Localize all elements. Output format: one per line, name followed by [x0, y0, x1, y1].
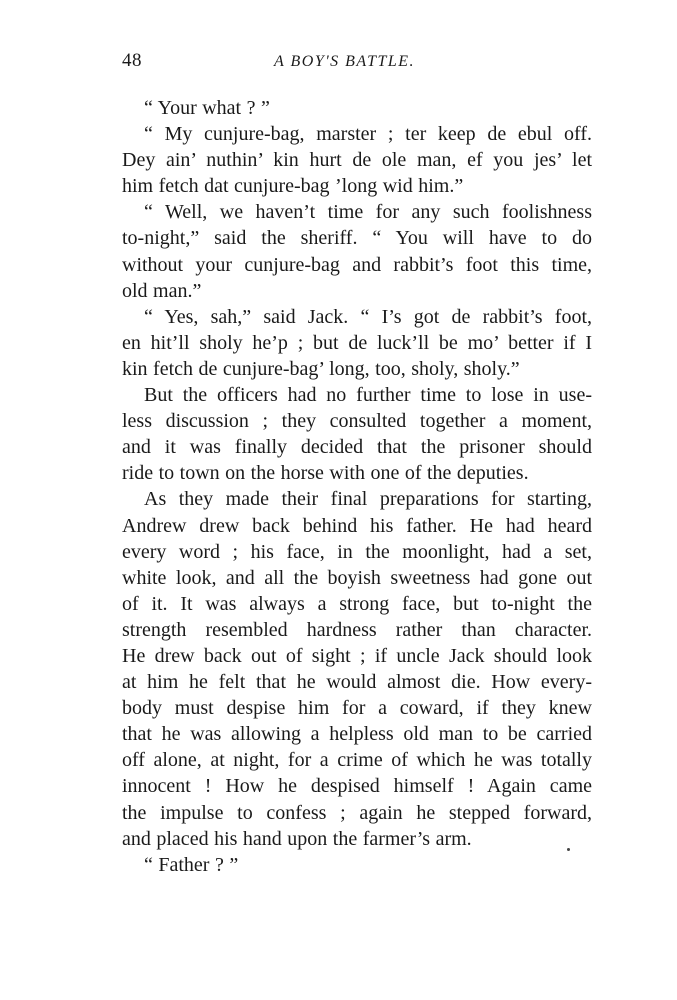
text-line: But the officers had no further time to lose in use- — [144, 384, 592, 407]
text-line: innocent ! How he despised himself ! Again came — [122, 775, 592, 798]
text-line: him fetch dat cunjure-bag ’long wid him.” — [122, 175, 464, 198]
text-line: As they made their final preparations for starting, — [144, 488, 592, 511]
text-line: every word ; his face, in the moonlight, had a set, — [122, 540, 592, 563]
paragraph — [122, 486, 592, 851]
body-text — [122, 95, 592, 878]
text-line: white look, and all the boyish sweetness had gone out — [122, 566, 592, 589]
paragraph — [122, 304, 592, 382]
paragraph — [122, 852, 592, 878]
paragraph — [122, 121, 592, 199]
text-line: the impulse to confess ; again he stepped forward, — [122, 801, 592, 824]
paragraph — [122, 382, 592, 486]
text-line: body must despise him for a coward, if they knew — [122, 697, 592, 720]
text-line: less discussion ; they consulted together a moment, — [122, 410, 592, 433]
text-line: “ Well, we haven’t time for any such foolishness — [144, 201, 592, 224]
text-line: old man.” — [122, 279, 202, 302]
text-line: without your cunjure-bag and rabbit’s foot this time, — [122, 253, 592, 276]
text-line: and placed his hand upon the farmer’s arm. — [122, 827, 472, 850]
text-line: at him he felt that he would almost die. How every- — [122, 671, 592, 694]
text-line: Andrew drew back behind his father. He had heard — [122, 514, 592, 537]
paragraph — [122, 95, 592, 121]
running-title: A BOY'S BATTLE. — [274, 53, 416, 70]
paragraph — [122, 199, 592, 303]
text-line: ride to town on the horse with one of the deputies. — [122, 462, 529, 485]
text-line: that he was allowing a helpless old man to be carried — [122, 723, 592, 746]
text-line: kin fetch de cunjure-bag’ long, too, sholy, sholy.” — [122, 357, 520, 380]
text-line: Dey ain’ nuthin’ kin hurt de ole man, ef you jes’ let — [122, 149, 592, 172]
text-line: to-night,” said the sheriff. “ You will have to do — [122, 227, 592, 250]
page-number: 48 — [122, 50, 142, 71]
text-line: “ Your what ? ” — [144, 97, 270, 119]
print-speck — [567, 848, 570, 851]
text-line: strength resembled hardness rather than character. — [122, 618, 592, 641]
page-header — [122, 50, 592, 80]
text-line: of it. It was always a strong face, but to-night the — [122, 592, 592, 615]
text-line: “ My cunjure-bag, marster ; ter keep de ebul off. — [144, 123, 592, 146]
text-line: en hit’ll sholy he’p ; but de luck’ll be mo’ better if I — [122, 331, 592, 354]
text-line: “ Yes, sah,” said Jack. “ I’s got de rabbit’s foot, — [144, 305, 592, 328]
text-line: and it was finally decided that the prisoner should — [122, 436, 592, 459]
text-line: “ Father ? ” — [144, 853, 239, 876]
text-line: off alone, at night, for a crime of which he was totally — [122, 749, 592, 772]
text-line: He drew back out of sight ; if uncle Jack should look — [122, 644, 592, 667]
